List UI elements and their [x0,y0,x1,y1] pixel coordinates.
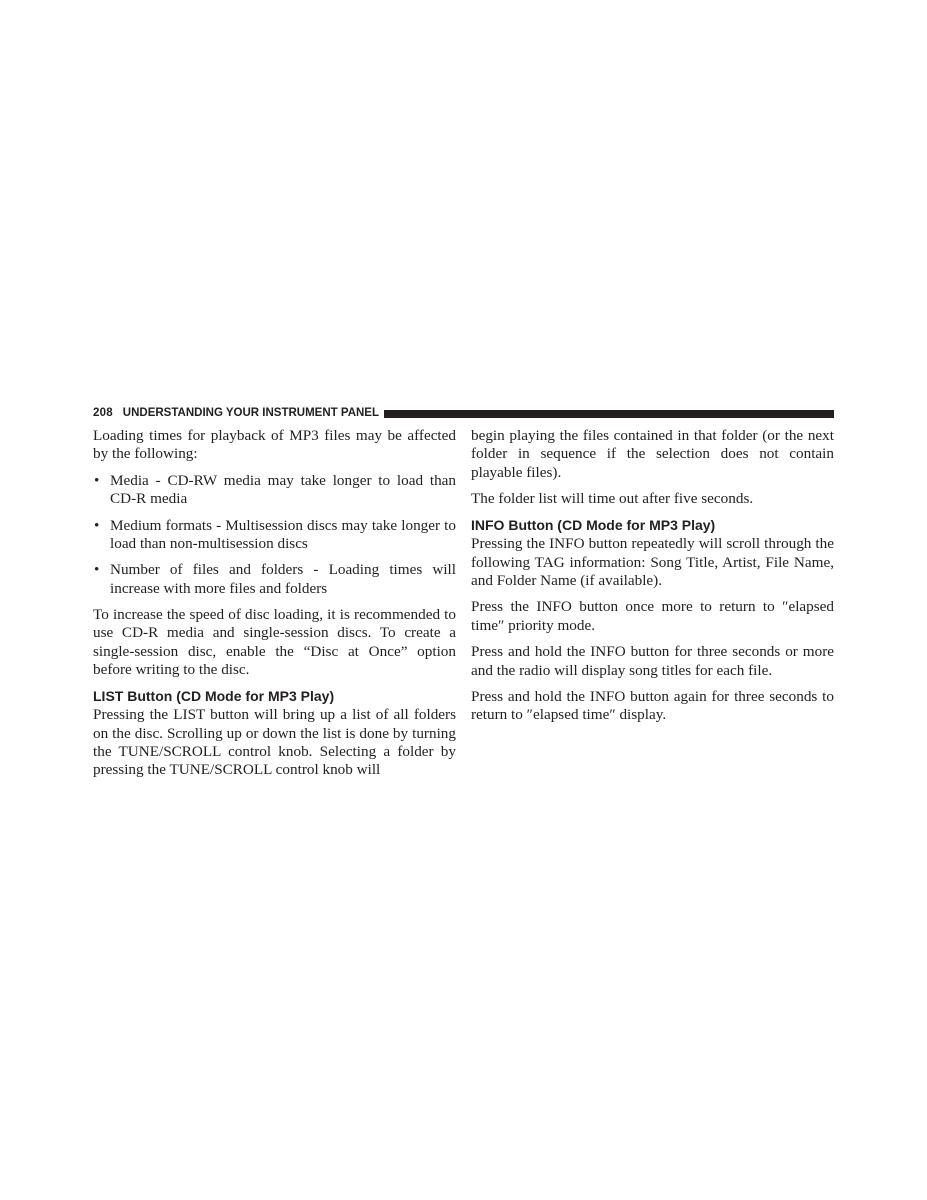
page-number: 208 [93,407,113,419]
timeout-paragraph: The folder list will time out after five seconds. [471,490,754,508]
header-rule [384,410,834,418]
bullet-dot-icon: • [94,561,100,579]
right-column [471,427,834,733]
info-paragraph-2: Press the INFO button once more to return to ″elapsed time″ priority mode. [471,598,834,634]
bullet-dot-icon: • [94,516,100,534]
intro-paragraph: Loading times for playback of MP3 files may be affected by the following: [93,427,456,463]
list-item-text: Medium formats - Multisession discs may take longer to load than non-multisession discs [110,516,456,552]
info-paragraph-3: Press and hold the INFO button for three seconds or more and the radio will display song titles for each file. [471,643,834,679]
list-item-text: Number of files and folders - Loading times will increase with more files and folders [110,561,456,597]
info-button-heading: INFO Button (CD Mode for MP3 Play) [471,517,716,534]
info-paragraph-4: Press and hold the INFO button again for three seconds to return to ″elapsed time″ display. [471,688,834,724]
list-button-heading: LIST Button (CD Mode for MP3 Play) [93,688,335,705]
info-paragraph-1: Pressing the INFO button repeatedly will scroll through the following TAG information: Song Title, Artist, File Name, and Folder Name (if available). [471,535,834,589]
bullet-dot-icon: • [94,471,100,489]
speed-paragraph: To increase the speed of disc loading, it is recommended to use CD-R media and single-session discs. To create a single-session disc, enable the “Disc at Once” option before writing to the disc. [93,606,456,679]
list-continuation-paragraph: begin playing the files contained in that folder (or the next folder in sequence if the selection does not contain playable files). [471,427,834,481]
page-header [93,405,834,421]
left-column [93,427,456,788]
list-item [93,472,456,509]
list-item [93,517,456,554]
section-title: UNDERSTANDING YOUR INSTRUMENT PANEL [122,407,379,419]
list-button-paragraph: Pressing the LIST button will bring up a list of all folders on the disc. Scrolling up or down the list is done by turning the TUNE/SCROLL control knob. Selecting a folder by pressing the TUNE/SCROLL control knob will [93,706,456,779]
list-item [93,561,456,598]
loading-factors-list [93,472,456,598]
list-item-text: Media - CD-RW media may take longer to load than CD-R media [110,471,456,508]
